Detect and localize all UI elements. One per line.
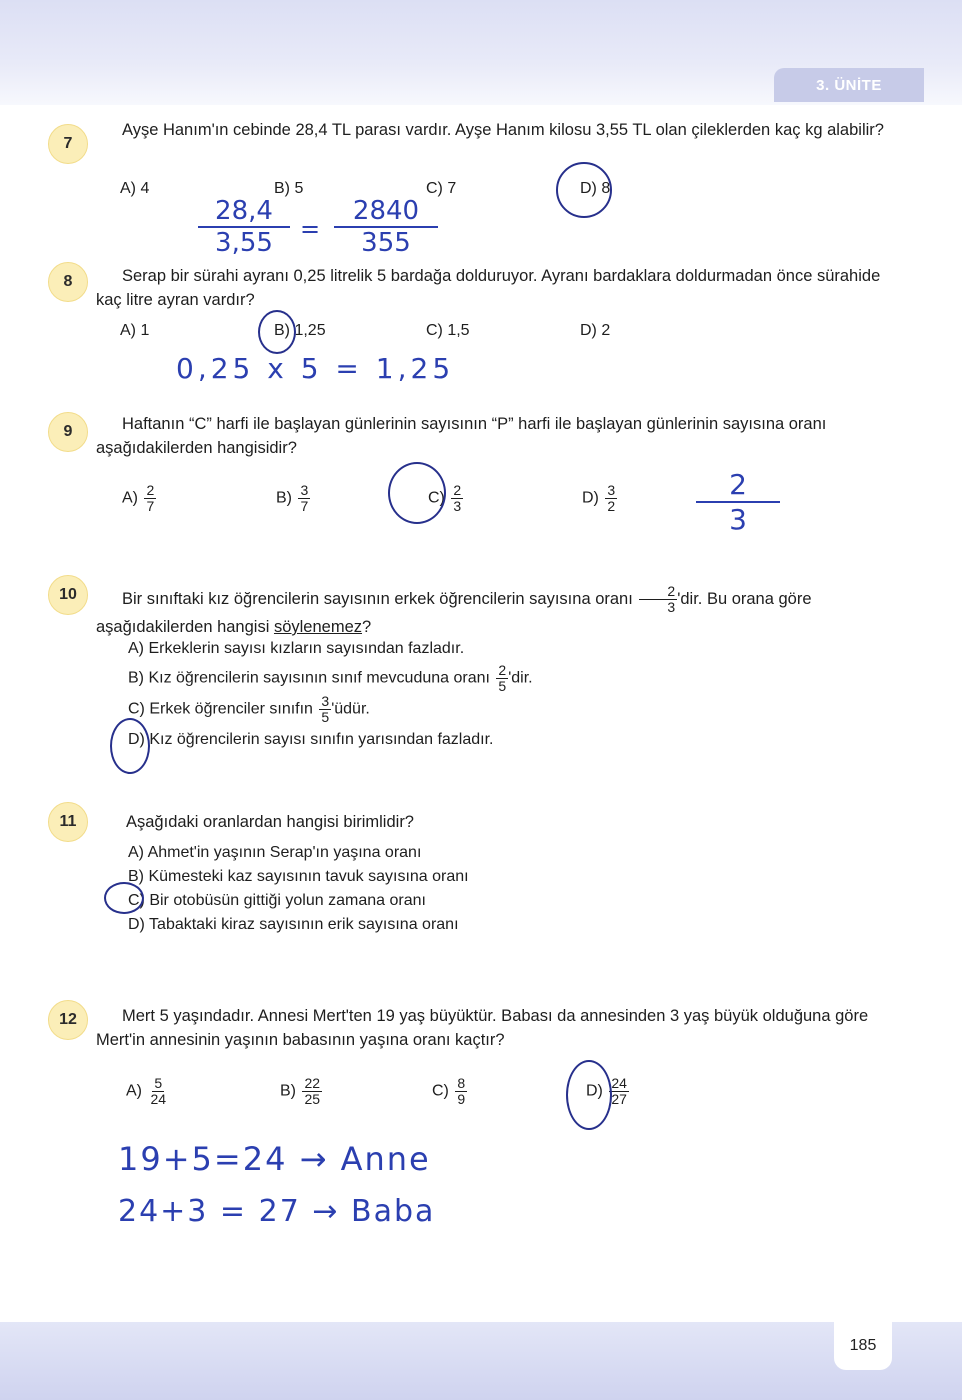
handwritten-calculation: 24+3 = 27 → Baba bbox=[118, 1194, 436, 1229]
question-9-text: Haftanın “C” harfi ile başlayan günlerinin sayısının “P” harfi ile başlayan günlerinin sayısına oranı aşağıdakilerden hangisidir? bbox=[96, 415, 827, 457]
question-number-11: 11 bbox=[48, 802, 88, 842]
q12-option-d[interactable]: D) $\frac{24}{27}$ bbox=[586, 1075, 627, 1107]
q11-option-a[interactable]: A) Ahmet'in yaşının Serap'ın yaşına oranı bbox=[128, 844, 422, 861]
answer-circle-mark bbox=[110, 718, 150, 774]
q9-option-c[interactable]: C) $\frac{2}{3}$ bbox=[428, 482, 462, 514]
q11-option-b[interactable]: B) Kümesteki kaz sayısının tavuk sayısına oranı bbox=[128, 868, 469, 885]
answer-circle-mark bbox=[556, 162, 612, 218]
q12-option-a[interactable]: A) $\frac{5}{24}$ bbox=[126, 1075, 167, 1107]
question-11-text: Aşağıdaki oranlardan hangisi birimlidir? bbox=[126, 813, 414, 831]
question-8-text: Serap bir sürahi ayranı 0,25 litrelik 5 bardağa dolduruyor. Ayranı bardaklara doldurmadan önce sürahide kaç litre ayran vardır? bbox=[96, 267, 881, 309]
answer-circle-mark bbox=[104, 882, 144, 914]
handwritten-equals: = bbox=[300, 215, 321, 243]
answer-circle-mark bbox=[388, 462, 446, 524]
handwritten-fraction: 28,4 3,55 bbox=[198, 196, 290, 258]
q8-option-c[interactable]: C) 1,5 bbox=[426, 322, 470, 339]
question-number-8: 8 bbox=[48, 262, 88, 302]
answer-circle-mark bbox=[258, 310, 296, 354]
q11-options bbox=[128, 841, 469, 937]
question-12-text: Mert 5 yaşındadır. Annesi Mert'ten 19 yaş büyüktür. Babası da annesinden 3 yaş büyük olduğuna göre Mert'in annesinin yaşının babasının yaşına oranı kaçtır? bbox=[96, 1007, 869, 1049]
question-7-text: Ayşe Hanım'ın cebinde 28,4 TL parası vardır. Ayşe Hanım kilosu 3,55 TL olan çileklerden kaç kg alabilir? bbox=[122, 121, 884, 139]
handwritten-fraction: 2840 355 bbox=[334, 196, 438, 258]
handwritten-calculation: 19+5=24 → Anne bbox=[118, 1140, 431, 1178]
page-number: 185 bbox=[834, 1322, 892, 1370]
q10-option-b[interactable]: B) Kız öğrencilerin sayısının sınıf mevcuduna oranı $\frac{2}{5}$ 'dir. bbox=[128, 662, 533, 694]
q11-option-d[interactable]: D) Tabaktaki kiraz sayısının erik sayısına oranı bbox=[128, 916, 459, 933]
handwritten-fraction: 2 3 bbox=[696, 468, 780, 536]
q10-option-a[interactable]: A) Erkeklerin sayısı kızların sayısından fazladır. bbox=[128, 640, 465, 657]
q7-option-a[interactable]: A) 4 bbox=[120, 180, 150, 197]
q11-option-c[interactable]: C) Bir otobüsün gittiği yolun zamana oranı bbox=[128, 892, 426, 909]
handwritten-calculation: 0,25 x 5 = 1,25 bbox=[176, 352, 455, 385]
question-10-text: Bir sınıftaki kız öğrencilerin sayısının erkek öğrencilerin sayısına oranı $\frac{2}{3}$ 'dir. Bu orana göre aşağıdakilerden hangisi söylenemez? bbox=[96, 583, 812, 636]
answer-circle-mark bbox=[566, 1060, 612, 1130]
q10-option-c[interactable]: C) Erkek öğrenciler sınıfın $\frac{3}{5}$ 'üdür. bbox=[128, 693, 370, 725]
question-number-7: 7 bbox=[48, 124, 88, 164]
q9-option-d[interactable]: D) $\frac{3}{2}$ bbox=[582, 482, 616, 514]
q10-options bbox=[128, 634, 533, 754]
q12-option-c[interactable]: C) $\frac{8}{9}$ bbox=[432, 1075, 466, 1107]
footer-band bbox=[0, 1322, 962, 1400]
unit-label: 3. ÜNİTE bbox=[774, 68, 924, 102]
q12-option-b[interactable]: B) $\frac{22}{25}$ bbox=[280, 1075, 321, 1107]
question-number-9: 9 bbox=[48, 412, 88, 452]
q7-option-d[interactable]: D) 8 bbox=[580, 180, 611, 197]
q7-option-b[interactable]: B) 5 bbox=[274, 180, 304, 197]
question-number-12: 12 bbox=[48, 1000, 88, 1040]
question-number-10: 10 bbox=[48, 575, 88, 615]
q9-option-a[interactable]: A) $\frac{2}{7}$ bbox=[122, 482, 155, 514]
q10-option-d[interactable]: D) Kız öğrencilerin sayısı sınıfın yarısından fazladır. bbox=[128, 731, 494, 748]
q8-option-a[interactable]: A) 1 bbox=[120, 322, 150, 339]
q8-option-b[interactable]: B) 1,25 bbox=[274, 322, 326, 339]
q8-option-d[interactable]: D) 2 bbox=[580, 322, 611, 339]
q7-option-c[interactable]: C) 7 bbox=[426, 180, 457, 197]
q9-option-b[interactable]: B) $\frac{3}{7}$ bbox=[276, 482, 309, 514]
